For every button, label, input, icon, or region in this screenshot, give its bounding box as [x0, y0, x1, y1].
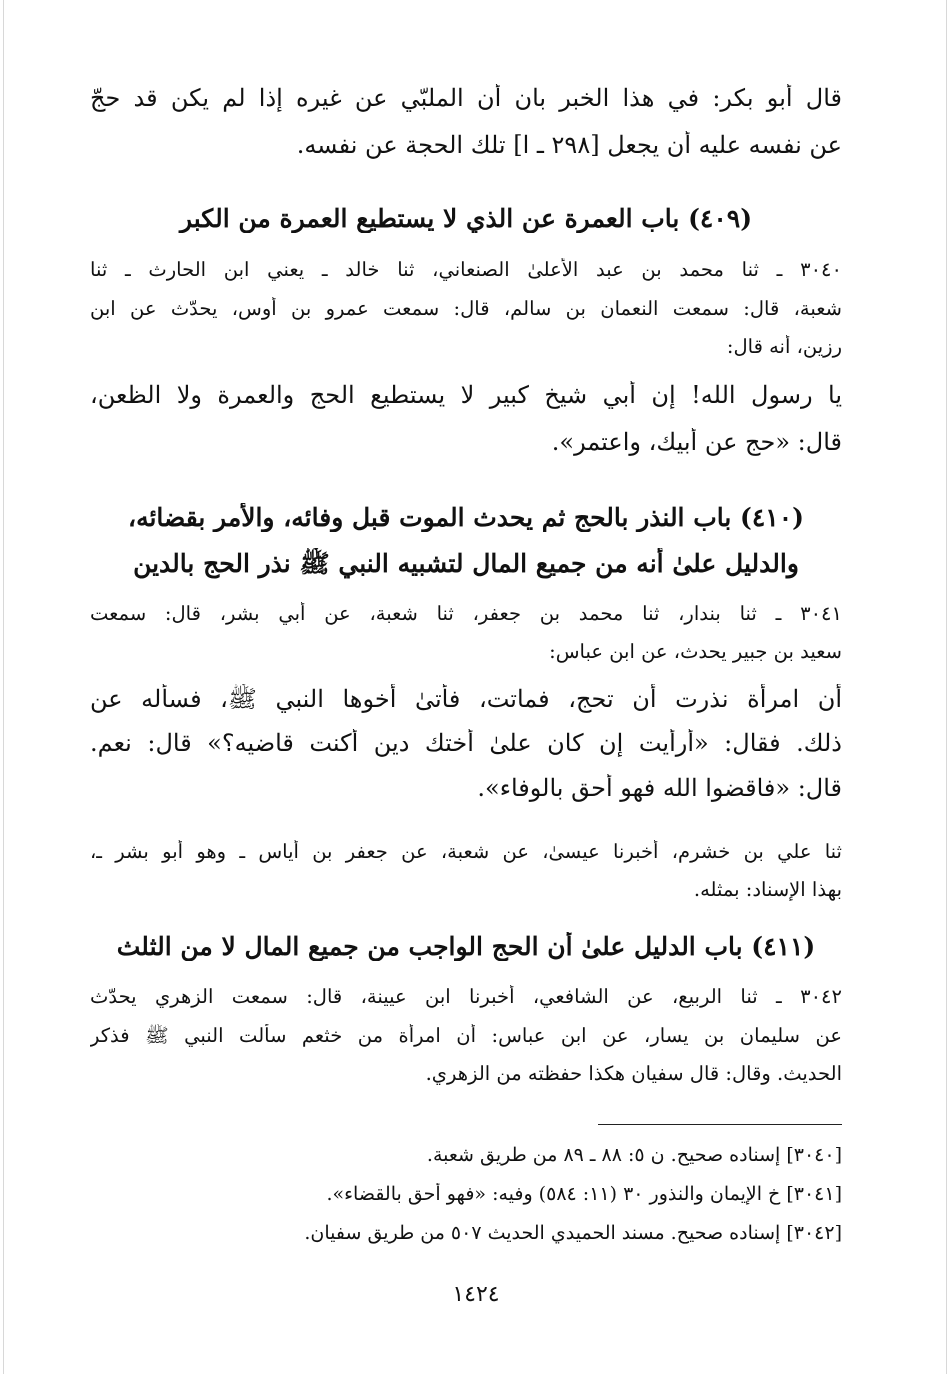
intro-line-2: عن نفسه عليه أن يجعل [٢٩٨ ـ ا] تلك الحجة عن نفسه. — [296, 131, 842, 159]
scan-edge-left — [3, 0, 4, 1374]
isnad-3042-line-3: الحديث. وقال: قال سفيان هكذا حفظته من الزهري. — [425, 1062, 842, 1085]
isnad-3040-line-3: رزين، أنه قال: — [726, 335, 842, 358]
additional-chain-line-1: ثنا علي بن خشرم، أخبرنا عيسىٰ، عن شعبة، عن جعفر بن أياس ـ وهو أبو بشر ـ، — [90, 840, 842, 863]
isnad-3040-line-2: شعبة، قال: سمعت النعمان بن سالم، قال: سمعت عمرو بن أوس، يحدّث عن ابن — [90, 297, 842, 320]
footnote-3041: [٣٠٤١] خ الإيمان والنذور ٣٠ (١١: ٥٨٤) وفيه: «فهو أحق بالقضاء». — [326, 1183, 842, 1205]
chapter-heading-410-line-1: (٤١٠) باب النذر بالحج ثم يحدث الموت قبل وفائه، والأمر بقضائه، — [128, 503, 804, 532]
matn-3041-line-2: ذلك. فقال: «أرأيت إن كان علىٰ أختك دين أكنت قاضيه؟» قال: نعم. — [90, 729, 842, 757]
matn-3041-line-3: قال: «فاقضوا الله فهو أحق بالوفاء». — [477, 774, 842, 802]
scan-edge-right — [946, 0, 947, 1374]
matn-3040-line-1: يا رسول الله! إن أبي شيخ كبير لا يستطيع الحج والعمرة ولا الظعن، — [90, 381, 842, 409]
additional-chain-line-2: بهذا الإسناد: بمثله. — [693, 878, 842, 901]
chapter-heading-410-line-2: والدليل علىٰ أنه من جميع المال لتشبيه النبي ﷺ نذر الحج بالدين — [133, 549, 799, 578]
isnad-3042-line-1: ٣٠٤٢ ـ ثنا الربيع، عن الشافعي، أخبرنا ابن عيينة، قال: سمعت الزهري يحدّث — [90, 985, 842, 1008]
footnote-3042: [٣٠٤٢] إسناده صحيح. مسند الحميدي الحديث ٥٠٧ من طريق سفيان. — [304, 1222, 842, 1244]
isnad-3040-line-1: ٣٠٤٠ ـ ثنا محمد بن عبد الأعلىٰ الصنعاني، ثنا خالد ـ يعني ابن الحارث ـ ثنا — [90, 258, 842, 281]
footnote-3040: [٣٠٤٠] إسناده صحيح. ن ٥: ٨٨ ـ ٨٩ من طريق شعبة. — [426, 1144, 842, 1166]
matn-3040-line-2: قال: «حج عن أبيك، واعتمر». — [551, 428, 842, 456]
isnad-3041-line-2: سعيد بن جبير يحدث، عن ابن عباس: — [549, 640, 842, 663]
intro-line-1: قال أبو بكر: في هذا الخبر بان أن الملبّي عن غيره إذا لم يكن قد حجّ — [90, 84, 842, 112]
isnad-3042-line-2: عن سليمان بن يسار، عن ابن عباس: أن امرأة من خثعم سألت النبي ﷺ فذكر — [90, 1024, 842, 1047]
chapter-heading-411: (٤١١) باب الدليل علىٰ أن الحج الواجب من جميع المال لا من الثلث — [116, 932, 816, 961]
footnote-separator — [598, 1124, 842, 1125]
matn-3041-line-1: أن امرأة نذرت أن تحج، فماتت، فأتىٰ أخوها النبي ﷺ، فسأله عن — [90, 685, 842, 713]
isnad-3041-line-1: ٣٠٤١ ـ ثنا بندار، ثنا محمد بن جعفر، ثنا شعبة، عن أبي بشر، قال: سمعت — [90, 602, 842, 625]
chapter-heading-409: (٤٠٩) باب العمرة عن الذي لا يستطيع العمرة من الكبر — [179, 204, 753, 233]
page-number: ١٤٢٤ — [452, 1282, 500, 1307]
